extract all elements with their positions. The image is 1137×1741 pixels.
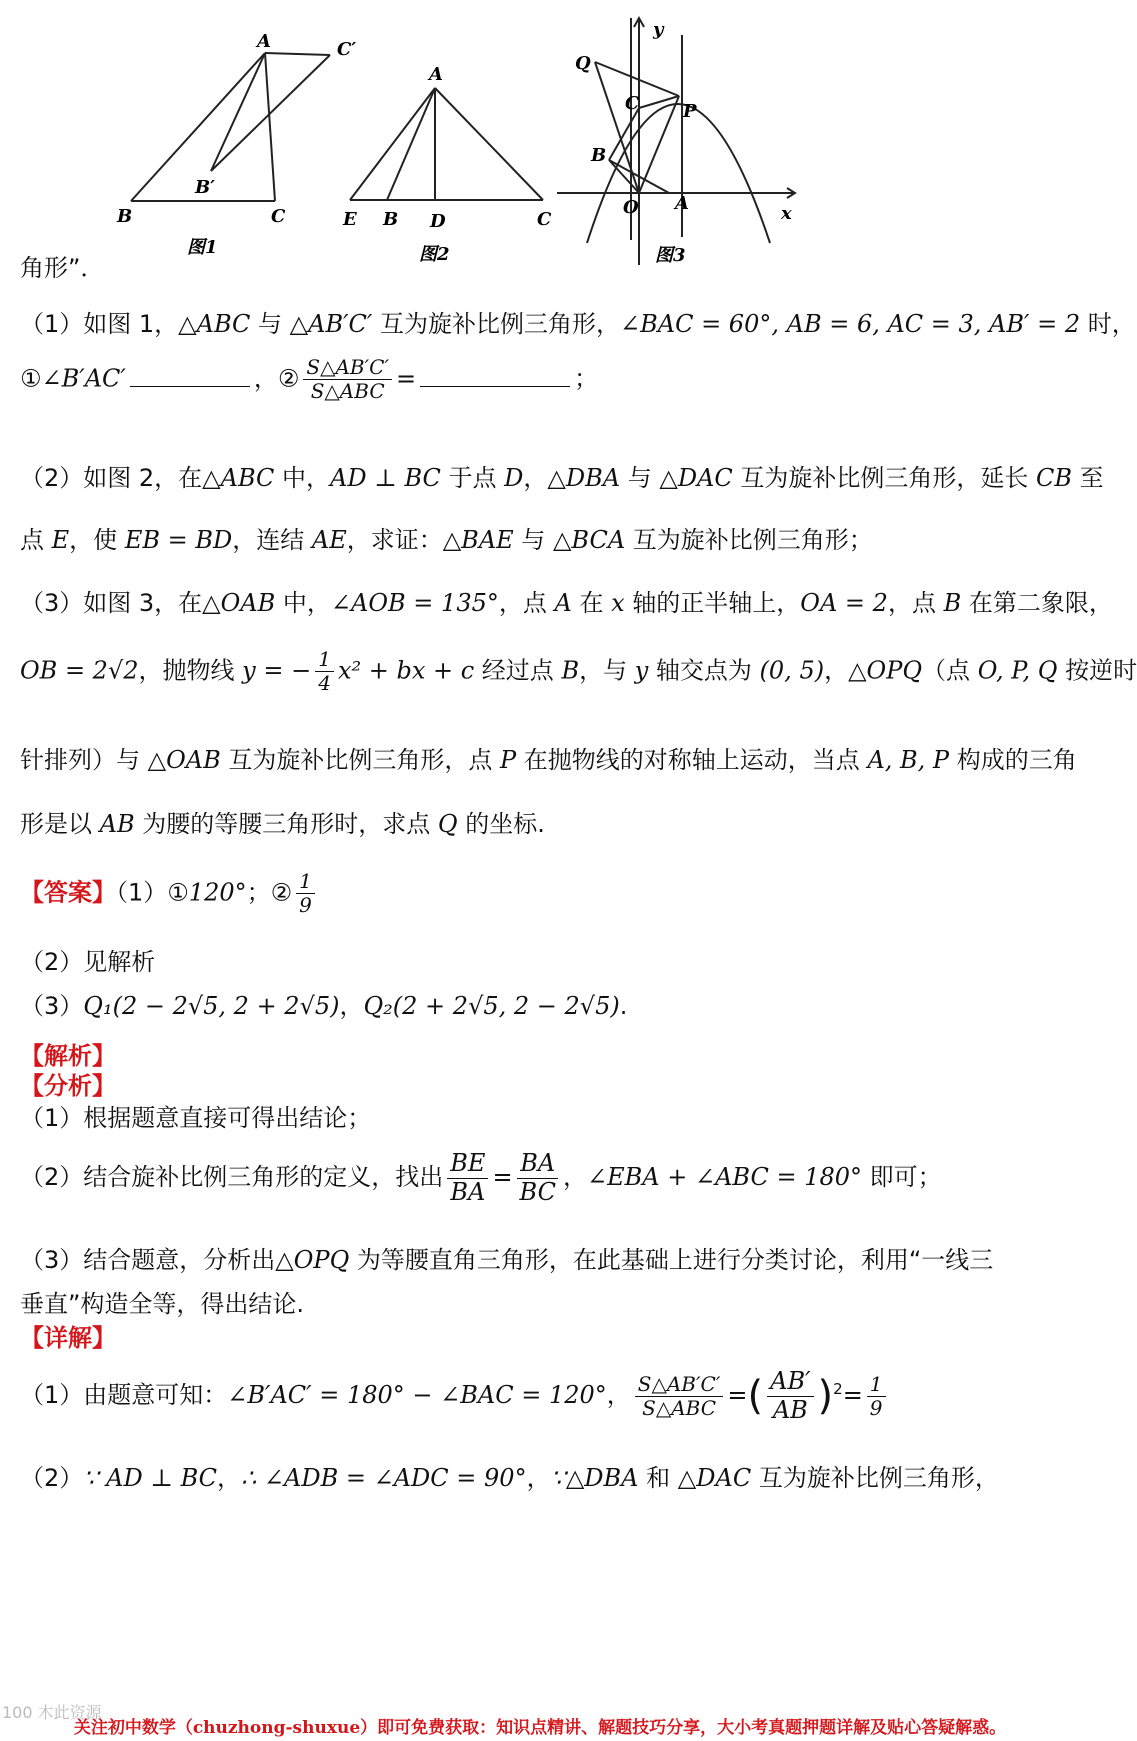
q2-l1-perp: AD ⊥ BC (330, 464, 441, 492)
fig2-label-E: E (343, 209, 357, 230)
q1-answer-blank-1 (130, 386, 250, 387)
answer-a1-frac-den: 9 (299, 893, 312, 917)
q3-l1-pt2: ，点 (887, 589, 944, 617)
detail-line-2 (20, 1458, 999, 1493)
q2-l1-c: ， (523, 464, 548, 492)
q1-item1-label: ① (20, 364, 42, 393)
q3-l3-text4: 构成的三角 (949, 746, 1077, 774)
analysis-p2-fraction-1 (447, 1150, 488, 1206)
intro-tail: 角形”． (20, 254, 105, 282)
q2-l1-tri: △ABC (202, 464, 275, 492)
q1-condition: ∠BAC = 60°, AB = 6, AC = 3, AB′ = 2 (620, 310, 1081, 338)
detail-d2-therefore: ∴ ∠ADB = ∠ADC = 90° (241, 1464, 527, 1492)
analysis-p2-f1-num: BE (447, 1150, 488, 1179)
q3-l2-parab: ，抛物线 (138, 656, 243, 685)
answer-a3-sep: ， (339, 992, 364, 1020)
analysis-subheader: 【分析】 (20, 1072, 116, 1100)
footer-promo: 关注初中数学（chuzhong-shuxue）即可免费获取：知识点精讲、解题技巧分享，大小考真题押题详解及贴心答疑解惑。 (73, 1718, 1007, 1738)
detail-d1-eq2: = (842, 1381, 863, 1410)
detail-d2-prefix: （2） (20, 1464, 84, 1492)
q1-mid2: 互为旋补比例三角形， (372, 310, 620, 338)
detail-d1-side-fraction (767, 1368, 813, 1424)
q2-l1-to: 至 (1072, 464, 1104, 492)
analysis-p2-f2-num: BA (517, 1150, 558, 1179)
q3-l1-axis: 轴的正半轴上， (624, 589, 801, 617)
q3-l3-text3: 在抛物线的对称轴上运动，当点 (516, 746, 868, 774)
answer-a3-prefix: （3） (20, 992, 84, 1020)
detail-d2-c: ， (217, 1464, 242, 1492)
fig3-label-A: A (675, 193, 689, 214)
q3-l1-angle: ∠AOB = 135° (330, 589, 499, 617)
q2-l1-D: D (504, 464, 524, 492)
detail-d2-c2: ， (526, 1464, 551, 1492)
q1-end: ； (574, 364, 599, 393)
answer-header: 【答案】 (20, 878, 116, 907)
question-1-line-2 (20, 356, 598, 403)
q3-l2-frac-num: 1 (315, 648, 334, 672)
question-2-line-2 (20, 520, 873, 555)
q1-suffix: 时， (1080, 310, 1136, 338)
question-3-line-1 (20, 583, 1113, 618)
q3-l4-Q: Q (437, 810, 458, 838)
detail-d2-because2: ∵△DBA (550, 1464, 639, 1492)
q1-eq: = (395, 364, 417, 393)
fig3-label-O: O (623, 197, 639, 218)
q3-l2-yaxis: 轴交点为 (648, 656, 760, 685)
q3-l1-pt: ，点 (498, 589, 555, 617)
detail-d1-paren-num: AB′ (767, 1368, 813, 1397)
question-3-line-3 (20, 740, 1077, 775)
q3-l2-quarter-fraction (315, 648, 334, 695)
analysis-p2-eq: = (492, 1163, 513, 1192)
detail-d2-tri: △DAC (677, 1464, 752, 1492)
q2-l2-E: E (51, 526, 70, 554)
q2-l1-pt: 于点 (440, 464, 505, 492)
answer-a1-val: 120° (188, 878, 247, 907)
answer-line-1 (20, 870, 319, 917)
q3-l2-pt: (0, 5) (759, 656, 825, 685)
answer-a1-sep: ；② (246, 878, 293, 907)
q1-tri1: △ABC (178, 310, 251, 338)
detail-d2-and: 和 (638, 1464, 678, 1492)
q2-l2-suffix: 互为旋补比例三角形； (625, 526, 873, 554)
q2-l2-prove: ，求证： (346, 526, 443, 554)
analysis-header: 【解析】 (20, 1042, 116, 1070)
q1-frac-num: S△AB′C′ (303, 356, 392, 380)
detail-d1-square: 2 (833, 1380, 843, 1399)
q3-l1-B: B (943, 589, 962, 617)
fig2-caption: 图2 (419, 244, 450, 265)
analysis-p3-prefix: （3）结合题意，分析出 (20, 1246, 276, 1274)
analysis-p2-fraction-2 (517, 1150, 559, 1206)
q3-l1-A: A (554, 589, 572, 617)
fig2-label-A: A (429, 64, 443, 85)
q1-prefix: （1）如图 1， (20, 310, 179, 338)
q2-l2-AE: AE (311, 526, 347, 554)
q3-l4-text1: 形是以 (20, 810, 100, 838)
q3-l1-on: 在 (571, 589, 612, 617)
q1-comma: ， (253, 364, 278, 393)
q3-l2-through: 经过点 (474, 656, 562, 685)
q3-l2-rest: x² + bx + c (337, 656, 475, 685)
q3-l3-text2: 互为旋补比例三角形，点 (220, 746, 501, 774)
analysis-p3-line-2: 垂直”构造全等，得出结论. (20, 1290, 305, 1318)
detail-d1-res-den: 9 (869, 1395, 883, 1420)
q2-l1-tri2: △DBA (547, 464, 621, 492)
q3-l4-AB: AB (99, 810, 135, 838)
analysis-p2-c: ， (563, 1163, 587, 1192)
detail-d1-area-fraction (635, 1373, 724, 1420)
answer-a1-prefix: （1）① (116, 878, 189, 907)
q3-l3-text1: 针排列）与 (20, 746, 148, 774)
fig2-label-B: B (383, 209, 399, 230)
answer-a3-end: . (619, 992, 628, 1020)
q3-l3-ABP: A, B, P (867, 746, 950, 774)
detail-d1-lparen: ( (747, 1373, 764, 1420)
detail-d1-frac-den: S△ABC (642, 1395, 717, 1420)
q3-l2-meet: ，与 (579, 656, 635, 685)
q1-frac-den: S△ABC (310, 379, 385, 403)
fig3-label-y: y (653, 19, 664, 40)
q3-l1-x: x (611, 589, 625, 617)
detail-d1-frac-num: S△AB′C′ (635, 1373, 724, 1397)
q1-tri2: △AB′C′ (289, 310, 373, 338)
fig3-label-Q: Q (575, 53, 591, 74)
analysis-p3-tri: △OPQ (275, 1246, 350, 1274)
fig2-label-C: C (537, 209, 552, 230)
q2-l1-prefix: （2）如图 2，在 (20, 464, 203, 492)
answer-a1-fraction (296, 870, 315, 917)
fig1-label-B: B (117, 206, 133, 227)
q3-l3-tri: △OAB (147, 746, 221, 774)
q3-l2-OB: OB = 2√2 (20, 656, 139, 685)
q2-l2-join: ，连结 (232, 526, 312, 554)
fig3-label-C: C (625, 93, 640, 114)
fig2-label-D: D (430, 211, 446, 232)
detail-d1-rparen: ) (817, 1373, 834, 1420)
q3-l2-yv: y (634, 656, 649, 685)
analysis-p2-suffix: 即可； (862, 1163, 942, 1192)
q2-l2-tri1: △BAE (442, 526, 514, 554)
q3-l2-tri: △OPQ (848, 656, 923, 685)
detail-d1-prefix: （1）由题意可知： (20, 1381, 228, 1410)
fig1-label-C-prime: C′ (337, 39, 357, 60)
answer-line-3 (20, 986, 627, 1021)
question-1-line-1 (20, 304, 1136, 339)
q3-l1-tri: △OAB (202, 589, 276, 617)
answer-a1-frac-num: 1 (296, 870, 315, 894)
q2-l1-and: 与 (620, 464, 660, 492)
q3-l2-c: ， (824, 656, 849, 685)
analysis-p2-angle: ∠EBA + ∠ABC = 180° (587, 1163, 863, 1192)
detail-d1-res-num: 1 (867, 1373, 886, 1397)
detail-d1-paren-den: AB (772, 1395, 808, 1424)
q3-l2-y: y = − (242, 656, 312, 685)
q3-l3-P: P (500, 746, 517, 774)
q2-l2-make: ，使 (69, 526, 125, 554)
analysis-p3-line-1 (20, 1240, 993, 1275)
fig1-label-A: A (257, 31, 271, 52)
q3-l4-text2: 为腰的等腰三角形时，求点 (134, 810, 438, 838)
question-3-line-4 (20, 804, 545, 839)
q3-l2-frac-den: 4 (318, 671, 331, 695)
q3-l2-paren: （点 (922, 656, 978, 685)
detail-d1-result-fraction (867, 1373, 886, 1420)
q3-l4-text3: 的坐标. (457, 810, 545, 838)
q1-mid1: 与 (250, 310, 290, 338)
answer-line-2: （2）见解析 (20, 948, 156, 976)
detail-d1-eq: = (727, 1381, 748, 1410)
figure-3 (555, 15, 810, 275)
q3-l1-mid: 中， (275, 589, 331, 617)
detail-d1-c: ， (606, 1381, 631, 1410)
fig3-label-P: P (683, 101, 697, 122)
detail-header: 【详解】 (20, 1324, 116, 1352)
fig1-caption: 图1 (187, 237, 218, 258)
q1-answer-blank-2 (420, 386, 570, 387)
analysis-p1: （1）根据题意直接可得出结论； (20, 1104, 372, 1132)
watermark: 100 木此资源 (2, 1703, 102, 1722)
analysis-p3-suffix: 为等腰直角三角形，在此基础上进行分类讨论，利用“一线三 (349, 1246, 994, 1274)
detail-d2-because: ∵ AD ⊥ BC (83, 1464, 218, 1492)
detail-d2-suffix: 互为旋补比例三角形， (751, 1464, 999, 1492)
q2-l1-mid: 中， (274, 464, 331, 492)
q3-l2-order: 按逆时 (1057, 656, 1137, 685)
q3-l1-prefix: （3）如图 3，在 (20, 589, 203, 617)
q3-l1-quad: 在第二象限， (961, 589, 1113, 617)
figure-2 (335, 55, 565, 265)
q2-l2-tri2: △BCA (552, 526, 626, 554)
answer-a3-q1: Q₁(2 − 2√5, 2 + 2√5) (83, 992, 340, 1020)
q2-l2-eq: EB = BD (124, 526, 233, 554)
analysis-p2-prefix: （2）结合旋补比例三角形的定义，找出 (20, 1163, 444, 1192)
q1-item2-label: ② (277, 364, 300, 393)
q3-l2-OPQ: O, P, Q (977, 656, 1058, 685)
fig3-label-B: B (591, 145, 607, 166)
question-2-line-1 (20, 458, 1104, 493)
q2-l1-suffix: 互为旋补比例三角形，延长 (732, 464, 1037, 492)
answer-a3-q2: Q₂(2 + 2√5, 2 − 2√5) (363, 992, 620, 1020)
analysis-p2-f1-den: BA (450, 1177, 486, 1206)
q1-area-ratio-fraction (303, 356, 392, 403)
detail-line-1 (20, 1368, 890, 1424)
fig1-label-B-prime: B′ (195, 177, 215, 198)
q3-l2-B: B (561, 656, 580, 685)
q2-l2-and: 与 (513, 526, 553, 554)
q1-item1-expr: ∠B′AC′ (41, 364, 126, 393)
fig1-label-C: C (271, 206, 286, 227)
question-3-line-2 (20, 648, 1137, 695)
analysis-p2-f2-den: BC (519, 1177, 556, 1206)
q2-l1-CB: CB (1036, 464, 1073, 492)
detail-d1-expr: ∠B′AC′ = 180° − ∠BAC = 120° (227, 1381, 607, 1410)
q2-l2-pt: 点 (20, 526, 52, 554)
q2-l1-tri3: △DAC (659, 464, 733, 492)
fig3-caption: 图3 (655, 245, 686, 266)
q3-l1-OA: OA = 2 (800, 589, 888, 617)
analysis-p2 (20, 1150, 942, 1206)
fig3-label-x: x (781, 203, 792, 224)
